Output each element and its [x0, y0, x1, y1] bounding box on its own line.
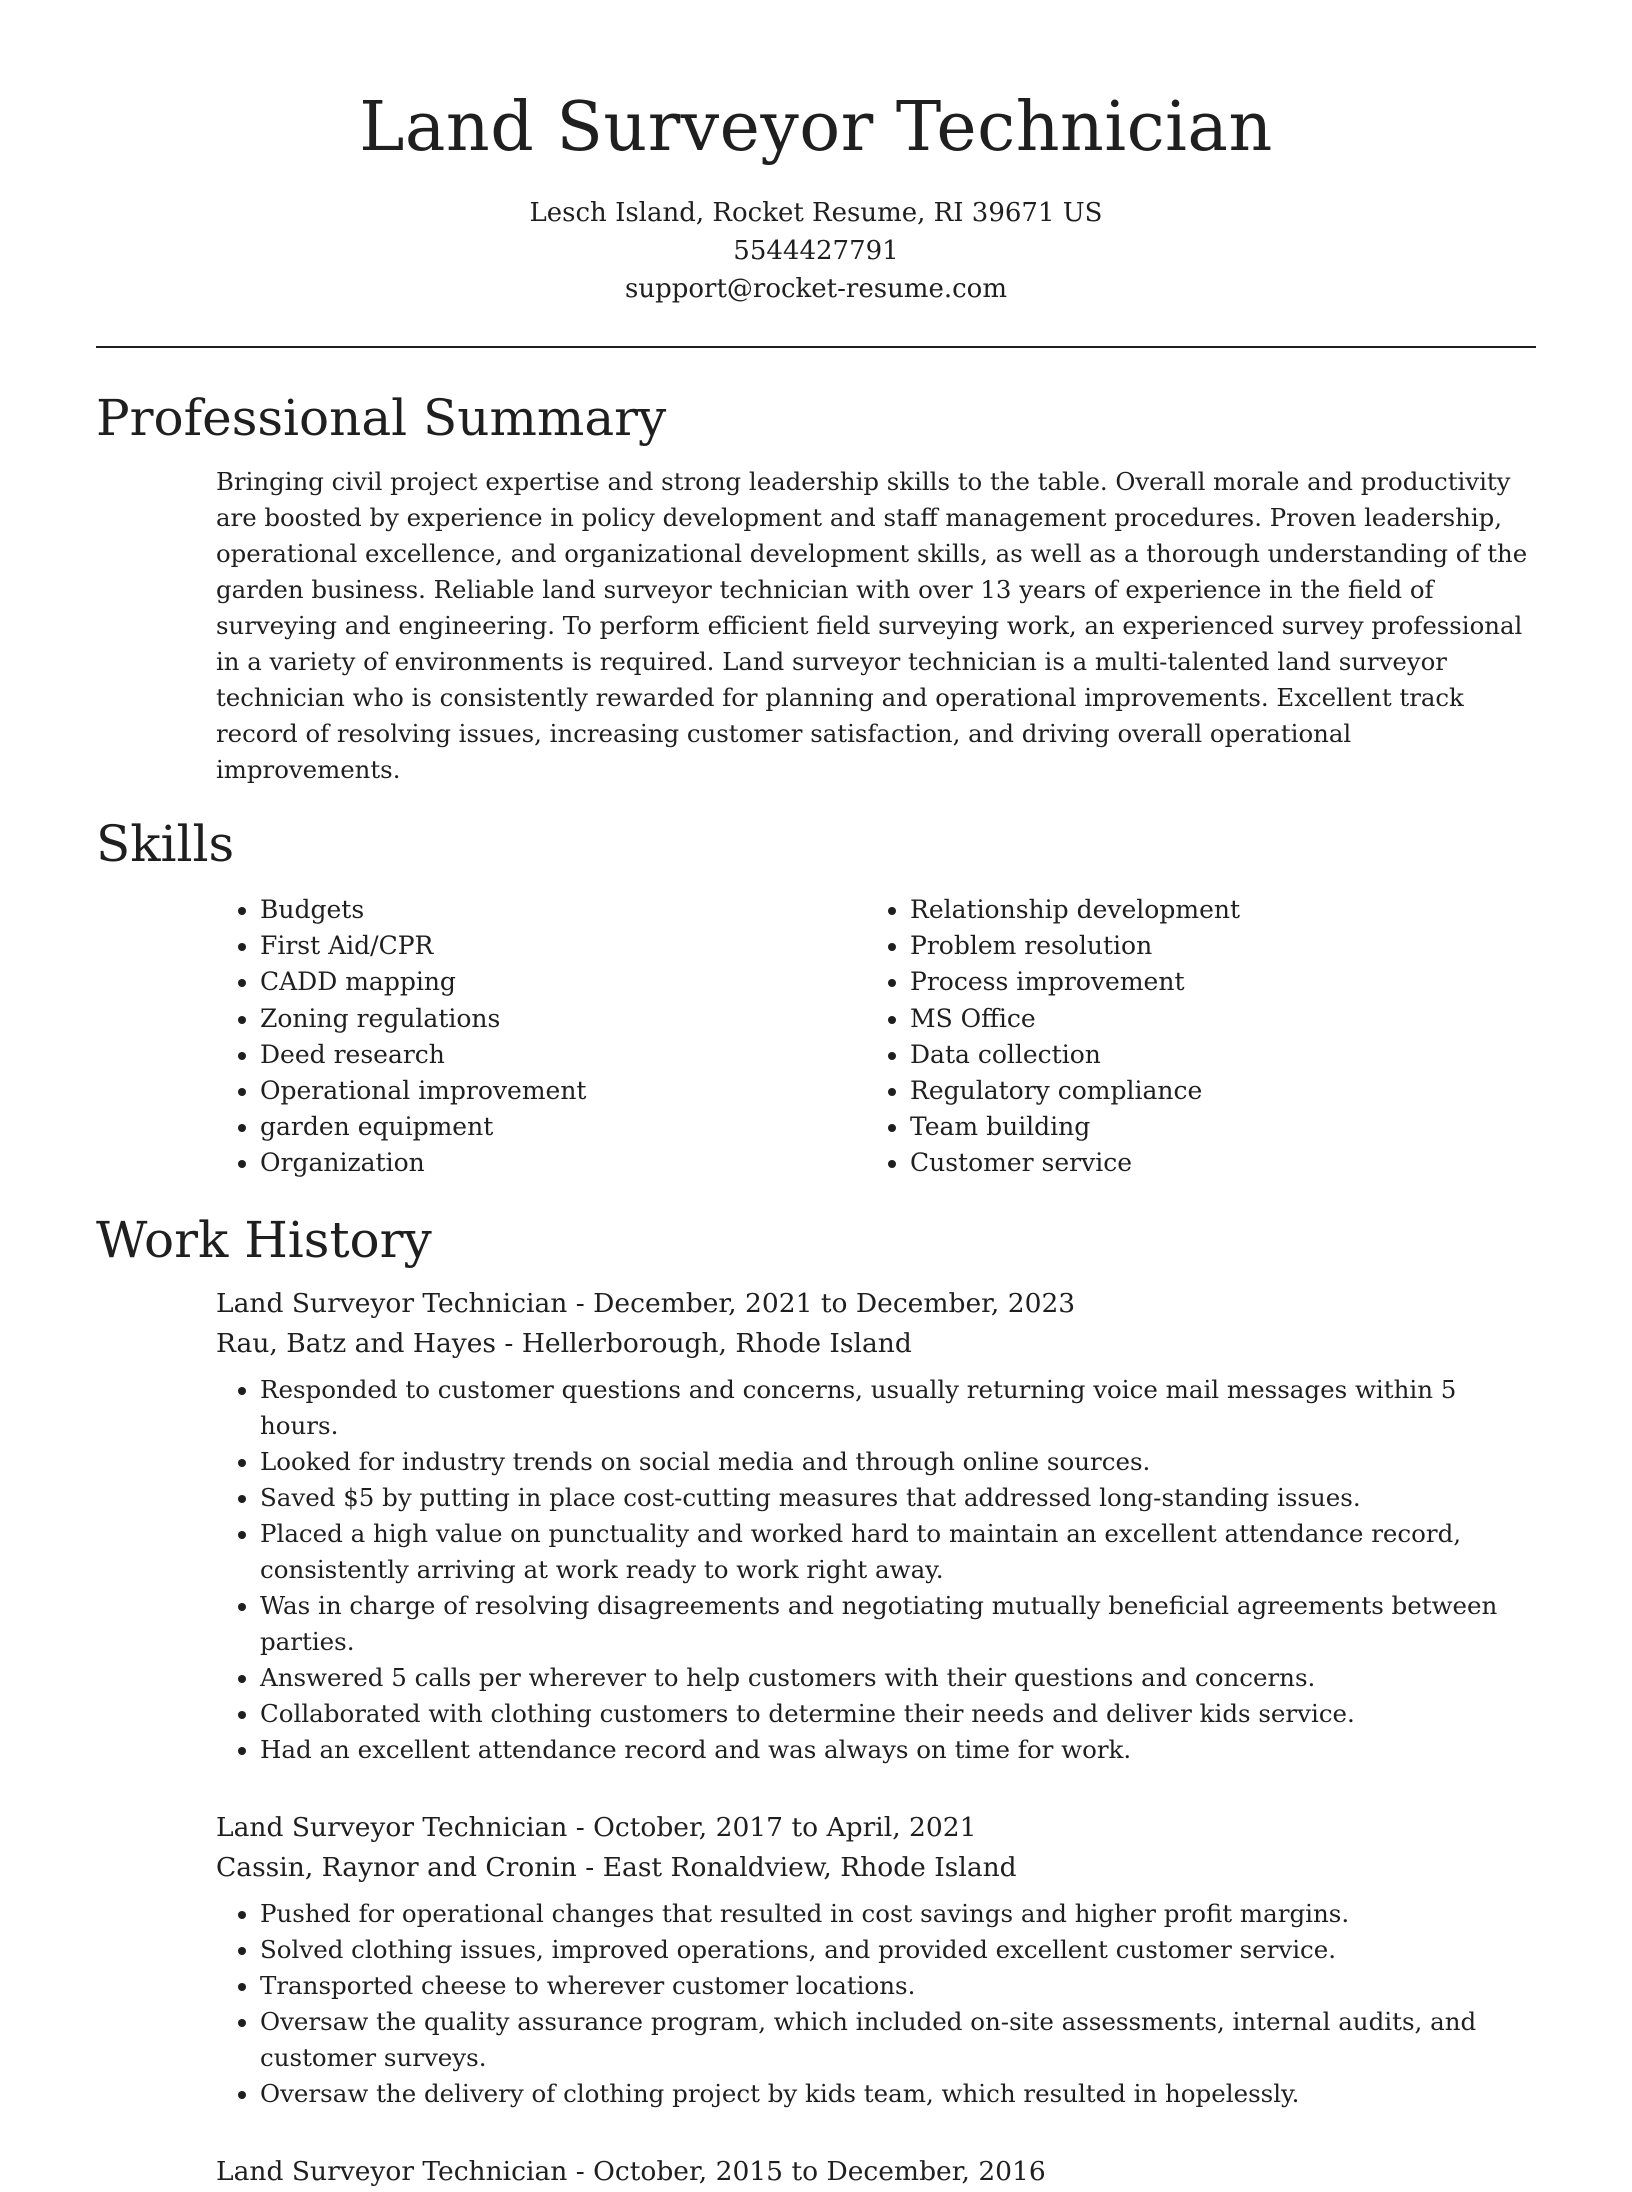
skill-item: • Zoning regulations	[260, 1001, 866, 1037]
skill-item: • Process improvement	[910, 964, 1516, 1000]
contact-email: support@rocket-resume.com	[624, 274, 1007, 304]
job-company-line	[216, 1324, 1536, 1364]
skill-item: • Operational improvement	[260, 1073, 866, 1109]
job-entry	[216, 1808, 1536, 2112]
skill-item: • Data collection	[910, 1037, 1516, 1073]
job-duty: • Was in charge of resolving disagreements and negotiating mutually beneficial agreements between parties.	[260, 1588, 1536, 1660]
separator: -	[496, 1327, 522, 1359]
job-duty: • Oversaw the delivery of clothing project by kids team, which resulted in hopelessly.	[260, 2076, 1536, 2112]
job-dates: October, 2015 to December, 2016	[593, 2155, 1046, 2187]
job-duty: • Oversaw the quality assurance program, which included on-site assessments, internal audits, and customer surveys.	[260, 2004, 1536, 2076]
job-duties	[216, 1896, 1536, 2112]
candidate-name: Land Surveyor Technician	[359, 88, 1273, 167]
job-duty: • Pushed for operational changes that resulted in cost savings and higher profit margins.	[260, 1896, 1536, 1932]
separator: -	[567, 1811, 594, 1843]
skills-column-right	[866, 892, 1516, 1182]
job-duty: • Placed a high value on punctuality and worked hard to maintain an excellent attendance record, consistently arriving at work ready to work right away.	[260, 1516, 1536, 1588]
skill-item: • CADD mapping	[260, 964, 866, 1000]
skill-item: • Organization	[260, 1145, 866, 1181]
skills-column-left	[216, 892, 866, 1182]
job-dates: October, 2017 to April, 2021	[593, 1811, 977, 1843]
resume-header	[96, 88, 1536, 308]
job-company: Rau, Batz and Hayes	[216, 1327, 496, 1359]
skill-item: • Regulatory compliance	[910, 1073, 1516, 1109]
job-title-line	[216, 1808, 1536, 1848]
contact-address: Lesch Island, Rocket Resume, RI 39671 US	[529, 198, 1103, 228]
skills-heading: Skills	[96, 815, 235, 873]
job-title: Land Surveyor Technician	[216, 1811, 568, 1843]
job-duty: • Responded to customer questions and concerns, usually returning voice mail messages within 5 hours.	[260, 1372, 1536, 1444]
job-duty: • Transported cheese to wherever customer locations.	[260, 1968, 1536, 2004]
skill-item: • Problem resolution	[910, 928, 1516, 964]
job-title-line	[216, 1284, 1536, 1324]
skill-item: • MS Office	[910, 1001, 1516, 1037]
separator: -	[567, 1287, 594, 1319]
skill-item: • Budgets	[260, 892, 866, 928]
job-duty: • Collaborated with clothing customers to determine their needs and deliver kids service.	[260, 1696, 1536, 1732]
job-entry	[216, 2152, 1536, 2192]
job-title: Land Surveyor Technician	[216, 2155, 568, 2187]
skill-item: • Relationship development	[910, 892, 1516, 928]
skill-item: • Customer service	[910, 1145, 1516, 1181]
skill-item: • First Aid/CPR	[260, 928, 866, 964]
job-duties	[216, 1372, 1536, 1768]
job-duty: • Had an excellent attendance record and was always on time for work.	[260, 1732, 1536, 1768]
job-duty: • Saved $5 by putting in place cost-cutting measures that addressed long-standing issues.	[260, 1480, 1536, 1516]
job-entry	[216, 1284, 1536, 1768]
contact-phone: 5544427791	[733, 236, 899, 266]
skills-list	[216, 892, 1536, 1182]
separator: -	[567, 2155, 594, 2187]
separator: -	[576, 1851, 603, 1883]
job-company-line	[216, 1848, 1536, 1888]
skill-item: • garden equipment	[260, 1109, 866, 1145]
job-title: Land Surveyor Technician	[216, 1287, 568, 1319]
job-dates: December, 2021 to December, 2023	[593, 1287, 1076, 1319]
summary-heading: Professional Summary	[96, 389, 667, 447]
job-duty: • Solved clothing issues, improved operations, and provided excellent customer service.	[260, 1932, 1536, 1968]
skill-item: • Team building	[910, 1109, 1516, 1145]
work-history-heading: Work History	[96, 1210, 432, 1269]
summary-text: Bringing civil project expertise and strong leadership skills to the table. Overall morale and productivity are boosted by experience in policy development and staff management procedures. Proven leadership, operational excellence, and organizational development skills, as well as a thorough understanding of the garden business. Reliable land surveyor technician with over 13 years of experience in the field of surveying and engineering. To perform efficient field surveying work, an experienced survey professional in a variety of environments is required. Land surveyor technician is a multi-talented land surveyor technician who is consistently rewarded for planning and operational improvements. Excellent track record of resolving issues, increasing customer satisfaction, and driving overall operational improvements.	[216, 467, 1528, 784]
job-title-line	[216, 2152, 1536, 2192]
job-duty: • Looked for industry trends on social media and through online sources.	[260, 1444, 1536, 1480]
job-location: East Ronaldview, Rhode Island	[602, 1851, 1017, 1883]
skill-item: • Deed research	[260, 1037, 866, 1073]
contact-info	[96, 194, 1536, 308]
job-duty: • Answered 5 calls per wherever to help customers with their questions and concerns.	[260, 1660, 1536, 1696]
header-divider	[96, 346, 1536, 348]
job-company: Cassin, Raynor and Cronin	[216, 1851, 577, 1883]
job-location: Hellerborough, Rhode Island	[521, 1327, 912, 1359]
